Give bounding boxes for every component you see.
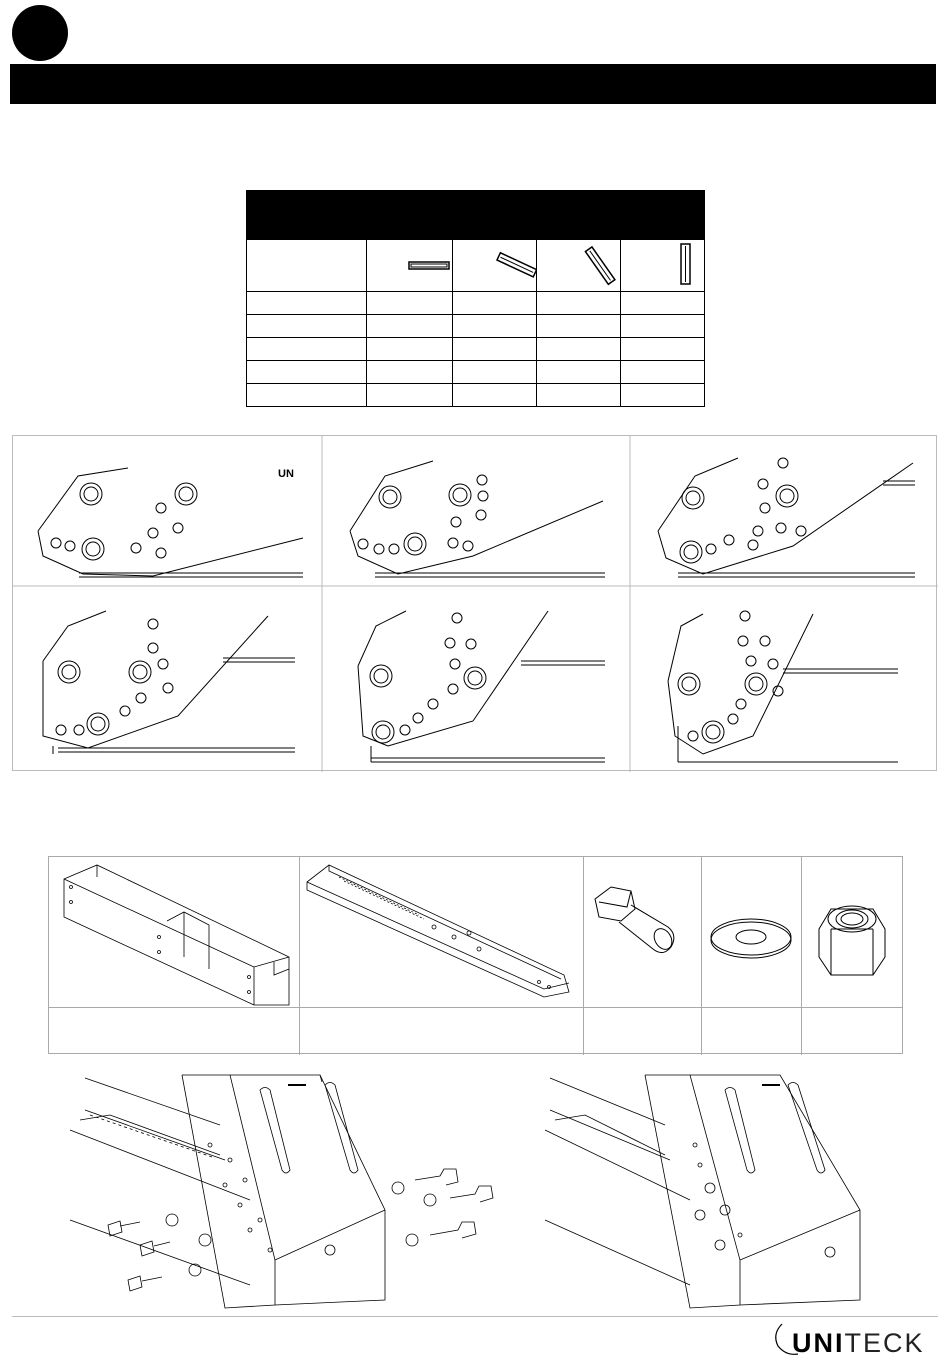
angle-0-icon — [367, 240, 453, 292]
plate-diagram-6 — [668, 611, 898, 762]
section-title-bar — [10, 64, 936, 104]
angle-table — [246, 190, 705, 407]
part-base-rail-image — [49, 857, 300, 1007]
logo-text-bold: UNI — [792, 1328, 845, 1358]
table-row — [247, 292, 705, 315]
part-label — [49, 1007, 300, 1055]
part-upright-channel-image — [299, 857, 584, 1007]
plate-diagram-4 — [43, 611, 295, 754]
lock-nut-icon — [801, 857, 903, 1007]
washer-icon — [701, 857, 802, 1007]
part-label — [583, 1007, 702, 1055]
plate-diagram-2 — [350, 461, 605, 577]
angle-table-header — [247, 191, 705, 240]
plate-diagram-5 — [358, 611, 605, 762]
plate-diagram-1 — [38, 468, 303, 577]
table-row — [247, 315, 705, 338]
table-row — [247, 384, 705, 407]
angle-90-icon — [621, 240, 705, 292]
part-label — [701, 1007, 802, 1055]
part-label — [801, 1007, 903, 1055]
angle-table-corner — [247, 240, 367, 292]
plate-brand-mark: UN — [278, 468, 294, 480]
plate-diagram-3 — [658, 458, 915, 577]
footer-divider — [12, 1316, 938, 1317]
angle-15-icon — [453, 240, 537, 292]
table-row — [247, 361, 705, 384]
bolt-icon — [583, 857, 702, 1007]
angle-45-icon — [537, 240, 621, 292]
logo-text-light: TECK — [844, 1328, 925, 1358]
part-label — [299, 1007, 584, 1055]
assembly-exploded-view — [60, 1070, 505, 1315]
plate-angle-diagrams — [12, 435, 937, 771]
assembly-completed-view — [540, 1070, 900, 1315]
uniteck-logo — [768, 1322, 938, 1362]
parts-list — [48, 856, 903, 1054]
table-row — [247, 338, 705, 361]
step-number-badge — [12, 5, 68, 61]
